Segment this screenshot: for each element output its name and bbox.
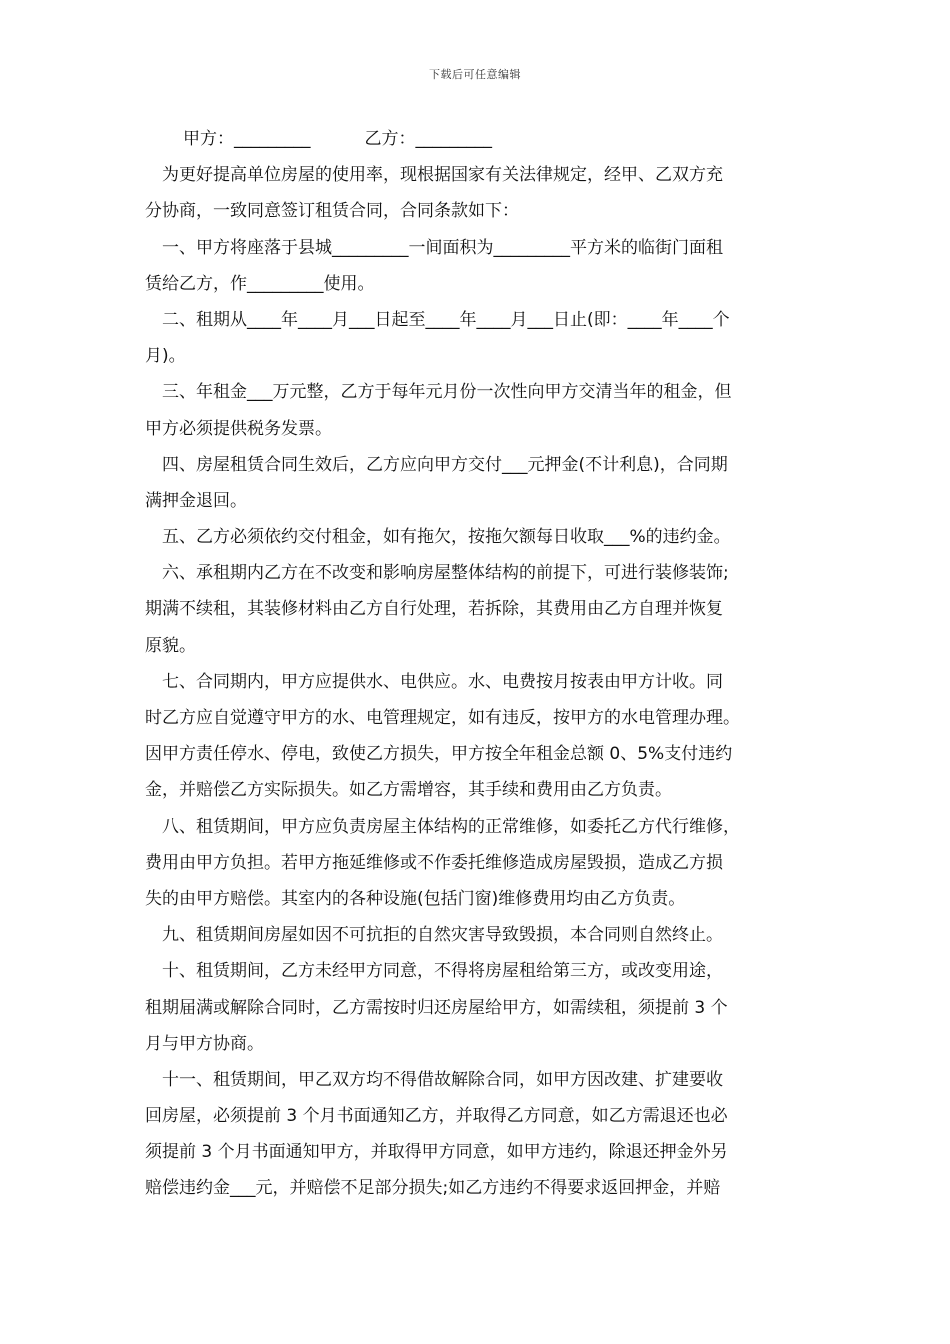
- clause-5-line-1: 五、乙方必须依约交付租金，如有拖欠，按拖欠额每日收取___%的违约金。: [162, 527, 731, 548]
- clause-11-line-1: 十一、租赁期间，甲乙双方均不得借故解除合同，如甲方因改建、扩建要收: [162, 1069, 723, 1090]
- clause-7-line-4: 金，并赔偿乙方实际损失。如乙方需增容，其手续和费用由乙方负责。: [145, 780, 672, 801]
- clause-8-line-2: 费用由甲方负担。若甲方拖延维修或不作委托维修造成房屋毁损，造成乙方损: [145, 852, 723, 873]
- header-note: 下载后可任意编辑: [429, 68, 521, 81]
- clause-10-line-1: 十、租赁期间，乙方未经甲方同意，不得将房屋租给第三方，或改变用途，: [162, 961, 723, 982]
- clause-11-line-2: 回房屋，必须提前 3 个月书面通知乙方，并取得乙方同意，如乙方需退还也必: [145, 1106, 728, 1127]
- clause-3-line-2: 甲方必须提供税务发票。: [145, 418, 332, 439]
- clause-7-line-2: 时乙方应自觉遵守甲方的水、电管理规定，如有违反，按甲方的水电管理办理。: [145, 708, 740, 728]
- clause-8-line-3: 失的由甲方赔偿。其室内的各种设施(包括门窗)维修费用均由乙方负责。: [145, 888, 686, 909]
- clause-2-line-1: 二、租期从____年____月___日起至____年____月___日止(即：____年____个: [162, 309, 730, 330]
- intro-line-2: 分协商，一致同意签订租赁合同，合同条款如下：: [145, 201, 519, 222]
- clause-3-line-1: 三、年租金___万元整，乙方于每年元月份一次性向甲方交清当年的租金，但: [162, 382, 732, 403]
- clause-6-line-3: 原貌。: [145, 635, 196, 656]
- clause-1-line-1: 一、甲方将座落于县城_________一间面积为_________平方米的临街门面租: [162, 237, 723, 258]
- clause-11-line-3: 须提前 3 个月书面通知甲方，并取得甲方同意，如甲方违约，除退还押金外另: [145, 1142, 728, 1163]
- clause-4-line-1: 四、房屋租赁合同生效后，乙方应向甲方交付___元押金(不计利息)，合同期: [162, 454, 728, 475]
- clause-2-line-2: 月)。: [145, 346, 186, 367]
- party-b-field: 乙方：_________: [364, 129, 492, 149]
- parties-line: [145, 121, 805, 157]
- clause-6-line-1: 六、承租期内乙方在不改变和影响房屋整体结构的前提下，可进行装修装饰;: [162, 563, 729, 584]
- intro-line-1: 为更好提高单位房屋的使用率，现根据国家有关法律规定，经甲、乙双方充: [162, 165, 723, 186]
- clause-11-line-4: 赔偿违约金___元，并赔偿不足部分损失;如乙方违约不得要求返回押金，并赔: [145, 1178, 721, 1199]
- clause-8-line-1: 八、租赁期间，甲方应负责房屋主体结构的正常维修，如委托乙方代行维修，: [162, 816, 740, 837]
- clause-9-line-1: 九、租赁期间房屋如因不可抗拒的自然灾害导致毁损，本合同则自然终止。: [162, 925, 723, 946]
- clause-1-line-2: 赁给乙方，作_________使用。: [145, 273, 375, 294]
- clause-6-line-2: 期满不续租，其装修材料由乙方自行处理，若拆除，其费用由乙方自理并恢复: [145, 599, 723, 620]
- clause-7-line-1: 七、合同期内，甲方应提供水、电供应。水、电费按月按表由甲方计收。同: [162, 671, 723, 692]
- party-a-field: 甲方：_________: [183, 129, 311, 149]
- contract-body: [145, 121, 805, 1207]
- clause-10-line-3: 月与甲方协商。: [145, 1033, 264, 1054]
- clause-7-line-3: 因甲方责任停水、停电，致使乙方损失，甲方按全年租金总额 0、5%支付违约: [145, 744, 733, 765]
- clause-4-line-2: 满押金退回。: [145, 490, 247, 511]
- clause-10-line-2: 租期届满或解除合同时，乙方需按时归还房屋给甲方，如需续租，须提前 3 个: [145, 997, 728, 1018]
